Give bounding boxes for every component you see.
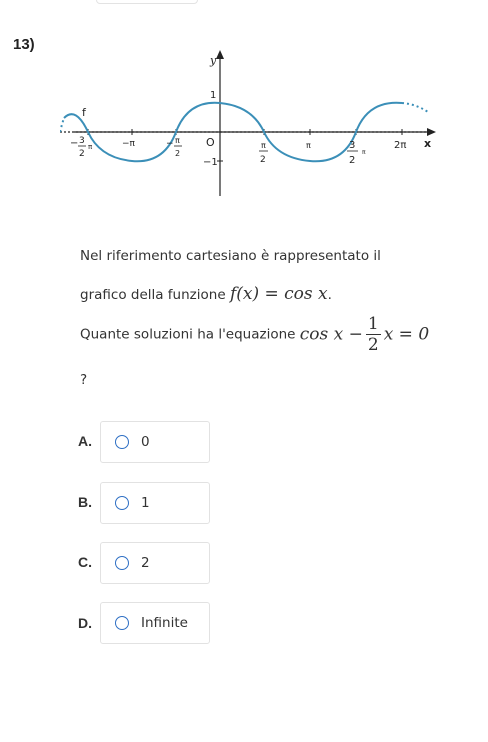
y-axis-arrow: [216, 50, 224, 59]
option-c-letter: C.: [78, 554, 92, 570]
question-line-2: [80, 284, 332, 304]
function-formula: f(x) = cos x: [229, 284, 328, 304]
tick-three-half-num: 3: [349, 140, 356, 151]
option-c-text: 2: [141, 555, 150, 571]
y-tick-1-label: 1: [210, 90, 217, 101]
option-b[interactable]: [100, 482, 210, 524]
function-label: f: [82, 106, 86, 119]
equation-left: cos x −: [299, 324, 363, 345]
y-tick-minus1-label: −1: [203, 157, 218, 168]
tick-neg-half-den: 2: [175, 149, 181, 158]
x-axis-label: x: [424, 137, 432, 150]
y-axis-label: y: [210, 54, 217, 67]
equation-fraction-num: 1: [367, 314, 379, 334]
tick-half-num: π: [261, 141, 266, 150]
tick-three-half-pi: π: [362, 149, 366, 156]
option-c[interactable]: [100, 542, 210, 584]
question-number: 13): [13, 36, 35, 53]
option-b-letter: B.: [78, 494, 92, 510]
question-line-2-prefix: grafico della funzione: [80, 287, 230, 303]
cosine-curve-continuation: [402, 103, 428, 112]
question-line-4: ?: [80, 372, 88, 388]
question-line-1: Nel riferimento cartesiano è rappresentato il: [80, 248, 381, 264]
equation-right: x = 0: [383, 324, 430, 345]
question-line-3-prefix: Quante soluzioni ha l'equazione: [80, 326, 300, 343]
option-d-letter: D.: [78, 615, 92, 631]
option-b-text: 1: [141, 495, 150, 511]
equation-fraction: [366, 314, 381, 355]
question-line-3: [80, 314, 429, 355]
tick-neg-pi-label: −π: [122, 139, 135, 149]
tick-pi-label: π: [306, 141, 311, 150]
option-a-letter: A.: [78, 433, 92, 449]
x-axis-arrow: [427, 128, 436, 136]
tick-half-den: 2: [260, 155, 266, 165]
tick-two-pi-label: 2π: [394, 140, 407, 151]
tick-neg-three-half-num: 3: [79, 136, 85, 146]
top-tab: [96, 0, 198, 4]
radio-icon[interactable]: [115, 435, 129, 449]
option-a[interactable]: [100, 421, 210, 463]
option-d-text: Infinite: [141, 615, 188, 631]
equation-fraction-den: 2: [367, 335, 379, 355]
option-a-text: 0: [141, 434, 150, 450]
question-line-2-suffix: .: [327, 287, 332, 303]
radio-icon[interactable]: [115, 616, 129, 630]
tick-neg-half-num: π: [175, 136, 180, 145]
tick-neg-three-half-pi: π: [88, 143, 93, 151]
tick-neg-three-half-sign: −: [70, 138, 79, 149]
radio-icon[interactable]: [115, 496, 129, 510]
tick-neg-three-half-den: 2: [79, 149, 85, 159]
radio-icon[interactable]: [115, 556, 129, 570]
option-d[interactable]: [100, 602, 210, 644]
cosine-graph: [60, 46, 440, 198]
cosine-curve-left-continuation: [60, 118, 64, 132]
tick-three-half-den: 2: [349, 155, 356, 166]
origin-label: O: [206, 136, 215, 149]
tick-neg-half-sign: −: [166, 139, 174, 149]
